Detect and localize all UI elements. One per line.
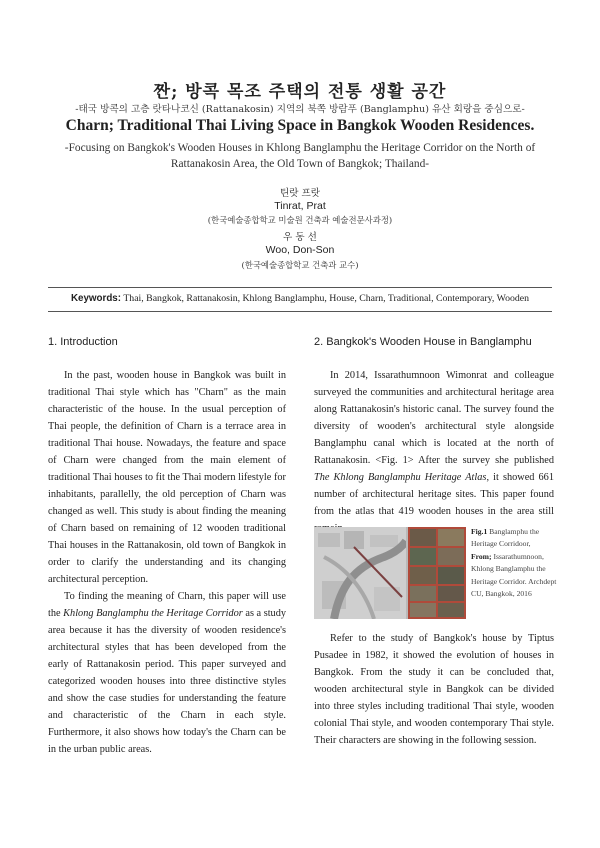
keywords-line <box>48 293 552 304</box>
figure-1-image <box>314 527 466 619</box>
section-1-paragraph: To finding the meaning of Charn, this paper will use the Khlong Banglamphu the Heritage Corridor as a study area because it has the diversity of wooden residence's architectural styles that has been developed from the early of Rattanakosin period. This paper surveyed and categorized wooden houses into three distinctive styles and show the case studies for understanding the feature and characteristic of the Charn in each style. Furthermore, it also shows how today's the Charn can be in the urban public areas. <box>48 591 287 755</box>
title-korean: 짠; 방콕 목조 주택의 전통 생활 공간 <box>153 82 447 102</box>
section-2-body-bottom <box>314 630 554 749</box>
study-area-name: Khlong Banglamphu the Heritage Corridor <box>63 608 243 619</box>
section-1-heading: 1. Introduction <box>48 336 118 348</box>
author-1-name-korean: 틴랏 프랏 <box>279 188 321 199</box>
section-2-paragraph: In 2014, Issarathumnoon Wimonrat and colleague surveyed the communities and architectural heritage area along Rattanakosin's historic canal. The survey found the diversity of wooden's architectural style alongside Banglamphu canal which is located at the north of Rattanakosin. <Fig. 1> After the survey she published The Khlong Banglamphu Heritage Atlas, it showed 661 number of architectural heritage sites. This paper found from the atlas that 419 wooden houses in the area still <box>314 370 554 517</box>
author-2-name-korean: 우 동 선 <box>283 232 317 243</box>
author-2-name-english: Woo, Don-Son <box>265 244 335 256</box>
section-1-paragraph: In the past, wooden house in Bangkok was built in traditional Thai style which has "Charn" as the main characteristic of the house. In the usual perception of Thai people, the definition of Charn is a terrace area in traditional Thai house. Nowadays, the feature and space of Charn were changed from the main element of traditional Thai houses to fit the Thai modern lifestyle for inhabitants, parallelly, the old perception of Charn was changed as well. This study is about finding the meaning of Charn based on remaining of 12 wooden traditional Thai houses in the Rattanakosin, old town of Bangkok in order to clarify the understanding and its changing architectural perception. <box>48 370 286 585</box>
keywords-top-rule <box>48 287 552 288</box>
keywords-list: Thai, Bangkok, Rattanakosin, Khlong Banglamphu, House, Charn, Traditional, Contemporary, Wooden <box>123 293 530 304</box>
author-2-affiliation: (한국예술종합학교 건축과 교수) <box>241 260 359 270</box>
subtitle-english: -Focusing on Bangkok's Wooden Houses in Khlong Banglamphu the Heritage Corridor on the North of Rattanakosin Area, the Old Town of Bangkok; Thailand- <box>64 142 536 170</box>
section-1-body <box>48 367 286 758</box>
section-2-paragraph: Refer to the study of Bangkok's house by Tiptus Pusadee in 1982, it showed the evolution of houses in Bangkok. From the study it can be concluded that, wooden architectural style in Bangkok can be divided into three styles including traditional Thai style, wooden colonial Thai style, and wooden contemporary Thai style. Their characters are showing in the following session. <box>314 633 554 746</box>
wooden-houses-photos-image <box>408 527 466 619</box>
figure-1-from-label: From; <box>471 551 492 561</box>
figure-1-source: Issarathumnoon, Khlong Banglamphu the Heritage Corridor. Archdept CU, Bangkok, 2016 <box>471 551 557 599</box>
figure-1-caption: Fig.1 Banglamphu the Heritage Corridoor, From; Issarathumnoon, Khlong Banglamphu the Heritage Corridor. Archdept CU, Bangkok, 2016 <box>471 527 557 599</box>
title-english: Charn; Traditional Thai Living Space in Bangkok Wooden Residences. <box>65 117 535 134</box>
banglamphu-map-image <box>314 527 406 619</box>
subtitle-korean: -태국 방콕의 고층 랏타나코신 (Rattanakosin) 지역의 북쪽 방람푸 (Banglamphu) 유산 회랑을 중심으로- <box>75 104 525 115</box>
author-1-name-english: Tinrat, Prat <box>274 200 326 212</box>
figure-1-label: Fig.1 <box>471 527 488 536</box>
section-2-heading: 2. Bangkok's Wooden House in Banglamphu <box>314 336 532 348</box>
section-2-body-top <box>314 367 554 537</box>
keywords-bottom-rule <box>48 311 552 312</box>
author-1-affiliation: (한국예술종합학교 미술원 건축과 예술전문사과정) <box>207 215 393 225</box>
keywords-label: Keywords: <box>70 293 122 304</box>
atlas-title: The Khlong Banglamphu Heritage Atlas <box>314 472 487 483</box>
